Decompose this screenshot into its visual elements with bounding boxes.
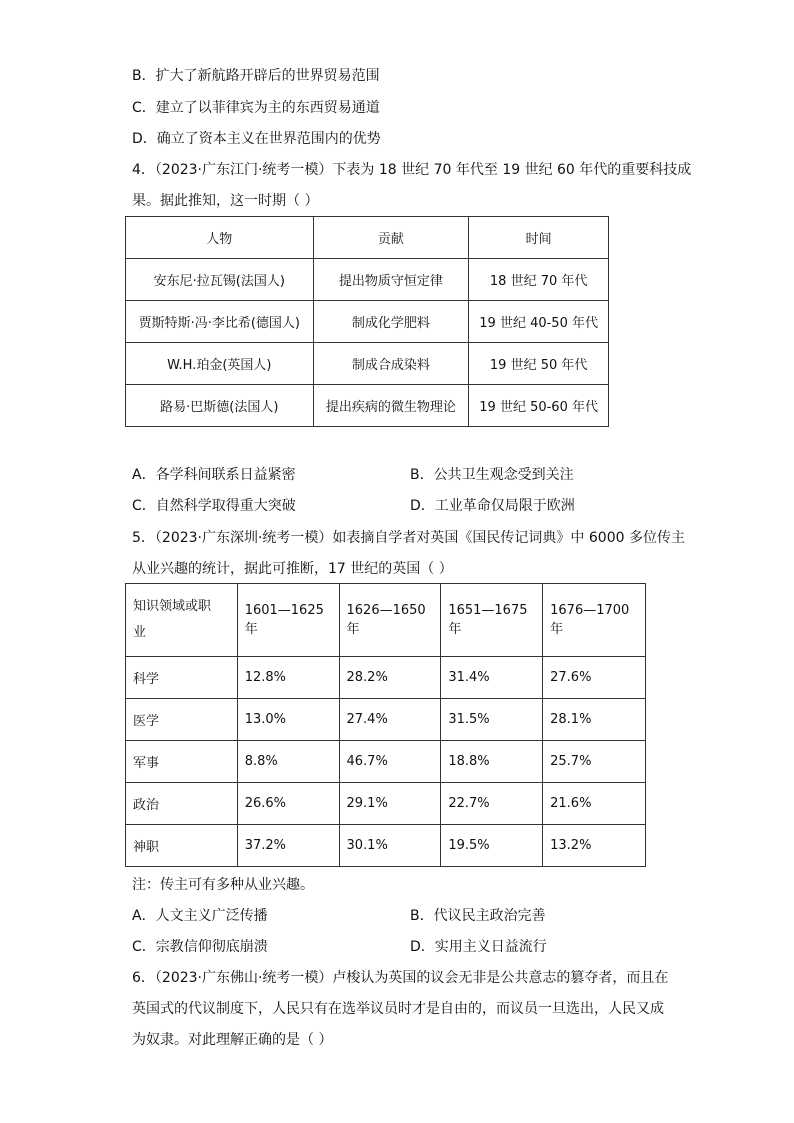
table-cell: 8.8%	[237, 741, 339, 783]
q5-stem-line2: 从业兴趣的统计，据此可推断，17 世纪的英国（ ）	[132, 561, 453, 577]
q5-header-period-4: 1676—1700 年	[543, 584, 646, 657]
table-row	[126, 259, 609, 301]
q5-option-c: C．宗教信仰彻底崩溃	[132, 939, 268, 955]
table-row	[126, 783, 646, 825]
table-cell: 提出疾病的微生物理论	[313, 385, 469, 427]
table-cell: 政治	[126, 783, 238, 825]
q4-option-c: C．自然科学取得重大突破	[132, 498, 296, 514]
table-cell: 神职	[126, 825, 238, 867]
q4-stem-line2: 果。据此推知，这一时期（ ）	[132, 193, 319, 209]
table-row	[126, 699, 646, 741]
table-row	[126, 385, 609, 427]
table-cell: 医学	[126, 699, 238, 741]
table-cell: 提出物质守恒定律	[313, 259, 469, 301]
table-cell: 31.5%	[441, 699, 543, 741]
table-cell: 19 世纪 40-50 年代	[469, 301, 609, 343]
table-cell: 27.4%	[339, 699, 441, 741]
q4-header-time: 时间	[469, 217, 609, 259]
q4-header-person: 人物	[126, 217, 314, 259]
table-cell: 25.7%	[543, 741, 646, 783]
q6-stem-line3: 为奴隶。对此理解正确的是（ ）	[132, 1032, 333, 1048]
q5-header-period-3: 1651—1675 年	[441, 584, 543, 657]
table-cell: 制成化学肥料	[313, 301, 469, 343]
table-cell: W.H.珀金(英国人)	[126, 343, 314, 385]
table-cell: 制成合成染料	[313, 343, 469, 385]
table-cell: 安东尼·拉瓦锡(法国人)	[126, 259, 314, 301]
table-cell: 贾斯特斯·冯·李比希(德国人)	[126, 301, 314, 343]
q3-option-b: B．扩大了新航路开辟后的世界贸易范围	[132, 68, 380, 84]
q6-stem-line2: 英国式的代议制度下，人民只有在选举议员时才是自由的，而议员一旦选出，人民又成	[132, 1001, 664, 1017]
table-cell: 军事	[126, 741, 238, 783]
q4-option-a: A．各学科间联系日益紧密	[132, 467, 296, 483]
table-row	[126, 301, 609, 343]
table-cell: 19 世纪 50 年代	[469, 343, 609, 385]
q5-table	[125, 583, 646, 867]
q5-option-b: B．代议民主政治完善	[410, 908, 546, 924]
q4-table	[125, 216, 609, 427]
table-cell: 26.6%	[237, 783, 339, 825]
table-cell: 21.6%	[543, 783, 646, 825]
table-row	[126, 825, 646, 867]
table-cell: 12.8%	[237, 657, 339, 699]
table-cell: 27.6%	[543, 657, 646, 699]
table-cell: 31.4%	[441, 657, 543, 699]
table-cell: 37.2%	[237, 825, 339, 867]
q4-table-header-row	[126, 217, 609, 259]
table-cell: 28.2%	[339, 657, 441, 699]
q3-option-c: C．建立了以菲律宾为主的东西贸易通道	[132, 100, 380, 116]
table-cell: 46.7%	[339, 741, 441, 783]
q6-stem-line1: 6．（2023·广东佛山·统考一模）卢梭认为英国的议会无非是公共意志的篡夺者，而且在	[132, 970, 669, 986]
table-cell: 科学	[126, 657, 238, 699]
table-cell: 18.8%	[441, 741, 543, 783]
q5-table-header-row	[126, 584, 646, 657]
table-cell: 28.1%	[543, 699, 646, 741]
table-cell: 19.5%	[441, 825, 543, 867]
q3-option-d: D．确立了资本主义在世界范围内的优势	[132, 131, 381, 147]
q5-option-a: A．人文主义广泛传播	[132, 908, 268, 924]
q4-option-d: D．工业革命仅局限于欧洲	[410, 498, 575, 514]
q5-option-d: D．实用主义日益流行	[410, 939, 547, 955]
table-cell: 29.1%	[339, 783, 441, 825]
q5-header-field	[126, 584, 238, 657]
table-row	[126, 343, 609, 385]
table-cell: 19 世纪 50-60 年代	[469, 385, 609, 427]
table-cell: 18 世纪 70 年代	[469, 259, 609, 301]
table-cell: 22.7%	[441, 783, 543, 825]
q5-header-period-2: 1626—1650 年	[339, 584, 441, 657]
q4-header-contribution: 贡献	[313, 217, 469, 259]
q5-stem-line1: 5．（2023·广东深圳·统考一模）如表摘自学者对英国《国民传记词典》中 6000 多位传主	[132, 530, 685, 546]
table-cell: 13.0%	[237, 699, 339, 741]
table-cell: 13.2%	[543, 825, 646, 867]
q5-header-field-line1: 知识领域或职	[133, 599, 212, 614]
q5-note: 注：传主可有多种从业兴趣。	[132, 877, 314, 893]
table-cell: 30.1%	[339, 825, 441, 867]
q5-header-period-1: 1601—1625 年	[237, 584, 339, 657]
table-row	[126, 657, 646, 699]
table-cell: 路易·巴斯德(法国人)	[126, 385, 314, 427]
q4-option-b: B．公共卫生观念受到关注	[410, 467, 574, 483]
q5-header-field-line2: 业	[133, 625, 147, 640]
table-row	[126, 741, 646, 783]
q4-stem-line1: 4．（2023·广东江门·统考一模）下表为 18 世纪 70 年代至 19 世纪 60 年代的重要科技成	[132, 162, 692, 178]
